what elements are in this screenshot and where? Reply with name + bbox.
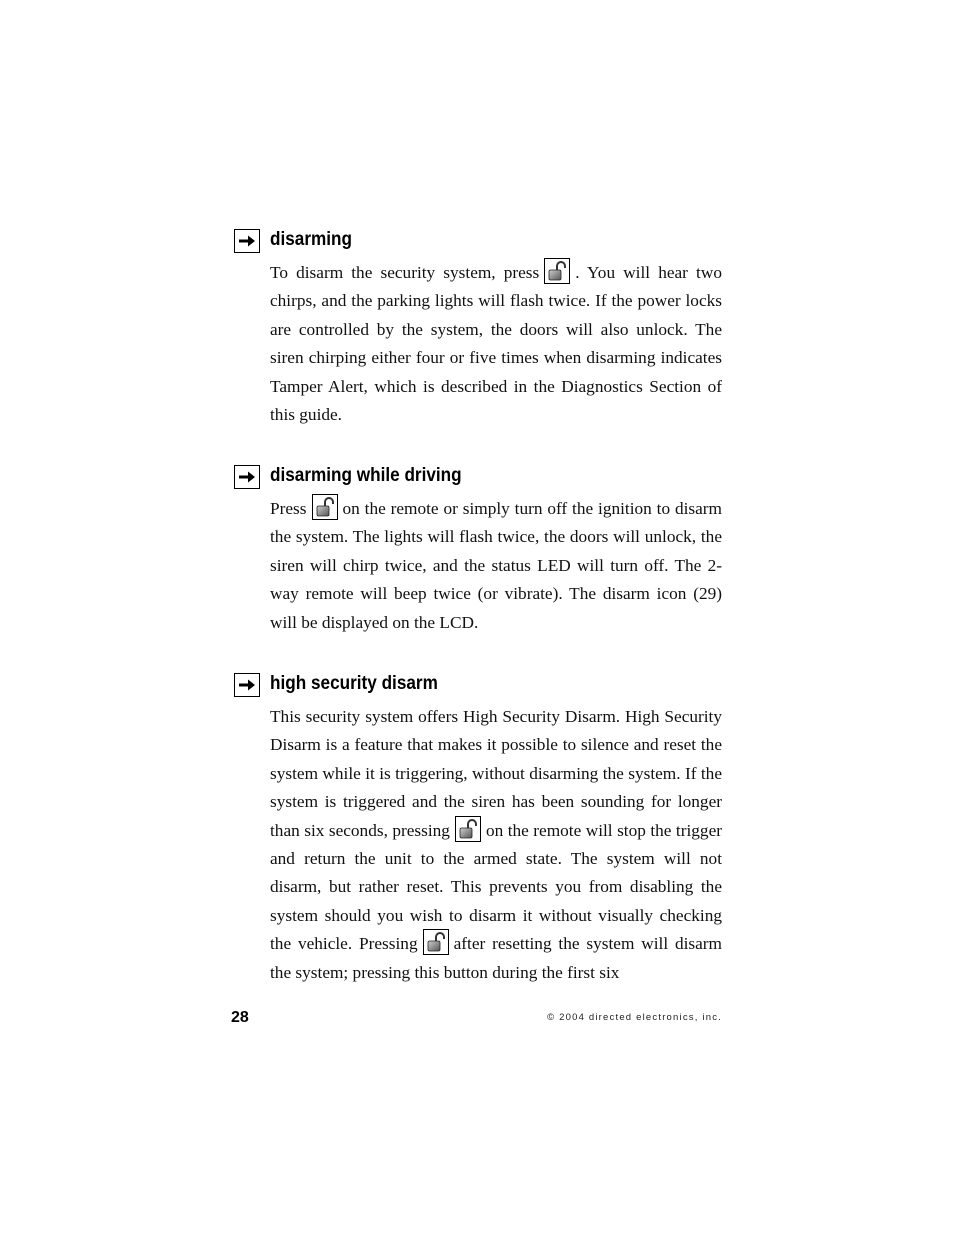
unlock-icon [455,816,481,842]
section-disarming-while-driving [234,465,722,637]
body-text: Press [270,499,307,518]
unlock-icon [312,494,338,520]
section-heading: high security disarm [270,672,438,694]
section-body [270,259,722,429]
page-number: 28 [231,1009,249,1026]
section-heading-row [234,673,722,701]
right-arrow-icon [234,673,260,697]
body-text: This security system offers High Security Disarm. High Security Disarm is a feature that makes it possible to silence and reset the system while it is triggering, without disarming the system. If the system is triggered and the siren has been sounding for longer than six seconds, pressing [270,707,722,840]
section-heading-row [234,229,722,257]
section-heading-row [234,465,722,493]
section-body [270,703,722,987]
body-text: on the remote will stop the trigger and return the unit to the armed state. The system will not disarm, but rather reset. This prevents you from disabling the system should you wish to disarm it without visually checking the vehicle. Pressing [270,820,722,954]
body-text: on the remote or simply turn off the ignition to disarm the system. The lights will flash twice, the doors will unlock, the siren will chirp twice, and the status LED will turn off. The 2-way remote will beep twice (or vibrate). The disarm icon (29) will be displayed on the LCD. [270,499,722,632]
section-heading: disarming while driving [270,464,462,486]
copyright-notice: © 2004 directed electronics, inc. [547,1012,722,1023]
section-body [270,495,722,637]
right-arrow-icon [234,229,260,253]
body-text: . You will hear two chirps, and the parking lights will flash twice. If the power locks are controlled by the system, the doors will also unlock. The siren chirping either four or five times when disarming indicates Tamper Alert, which is described in the Diagnostics Section of this guide. [270,263,722,425]
section-disarming [234,229,722,429]
unlock-icon [544,258,570,284]
section-heading: disarming [270,228,353,250]
body-text: To disarm the security system, press [270,263,540,282]
section-high-security-disarm [234,673,722,987]
right-arrow-icon [234,465,260,489]
body-text: after resetting the system will disarm the system; pressing this button during the first six [270,934,722,982]
unlock-icon [423,929,449,955]
